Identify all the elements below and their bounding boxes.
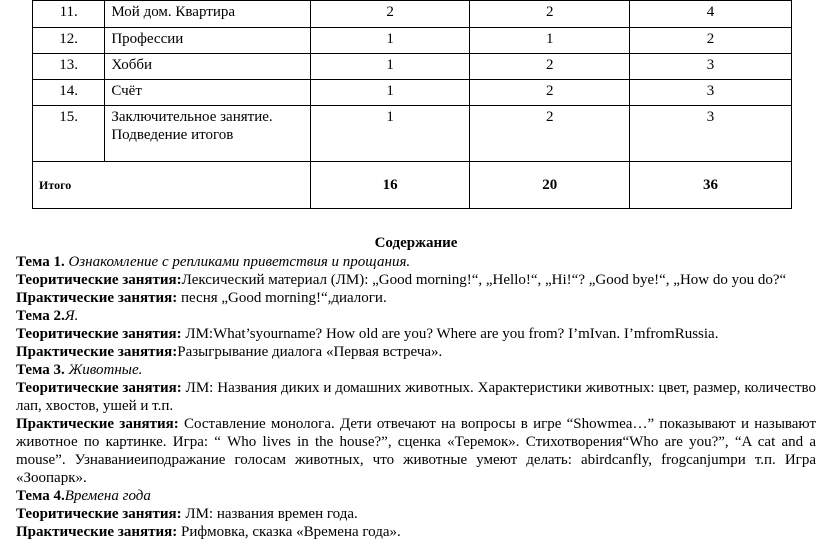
row-value-1: 1 <box>310 28 470 54</box>
content-section <box>16 234 816 541</box>
total-value-1: 16 <box>310 162 470 209</box>
table-row <box>33 28 792 54</box>
table-row <box>33 80 792 106</box>
table-total-row <box>33 162 792 209</box>
theory-label: Теоритические занятия: <box>16 326 182 342</box>
row-number: 14. <box>33 80 105 106</box>
topic-2-title: Я. <box>64 308 79 324</box>
practice-label: Практические занятия: <box>16 416 179 432</box>
topic-2-theory <box>16 325 816 343</box>
topic-2-practice <box>16 343 816 361</box>
topic-3-label: Тема 3. <box>16 362 65 378</box>
topic-4-label: Тема 4. <box>16 488 65 504</box>
topic-1-line <box>16 253 816 271</box>
hours-table <box>32 0 792 209</box>
row-value-1: 2 <box>310 1 470 28</box>
row-value-1: 1 <box>310 106 470 162</box>
practice-text: Разыгрывание диалога «Первая встреча». <box>177 344 443 360</box>
practice-label: Практические занятия: <box>16 290 178 306</box>
row-value-1: 1 <box>310 80 470 106</box>
theory-text: ЛМ:What’syourname? How old are you? Where are you from? I’mIvan. I’mfromRussia. <box>181 326 719 342</box>
section-heading: Содержание <box>374 235 458 251</box>
row-value-1: 1 <box>310 54 470 80</box>
row-value-2: 2 <box>470 1 630 28</box>
table-row <box>33 54 792 80</box>
theory-text: ЛМ: Названия диких и домашних животных. Характеристики животных: цвет, размер, количество лап, хвостов, ушей и т.п. <box>16 380 816 414</box>
row-topic: Счёт <box>105 80 311 106</box>
row-value-3: 4 <box>630 1 792 28</box>
row-number: 15. <box>33 106 105 162</box>
row-value-3: 3 <box>630 80 792 106</box>
topic-1-label: Тема 1. <box>16 254 65 270</box>
total-value-2: 20 <box>470 162 630 209</box>
row-topic: Заключительное занятие. Подведение итогов <box>105 106 311 162</box>
topic-3-line <box>16 361 816 379</box>
topic-2-label: Тема 2. <box>16 308 65 324</box>
theory-label: Теоритические занятия: <box>16 272 182 288</box>
total-label: Итого <box>33 162 311 209</box>
row-number: 12. <box>33 28 105 54</box>
theory-label: Теоритические занятия: <box>16 506 182 522</box>
theory-text: Лексический материал (ЛМ): „Good morning!“, „Hello!“, „Hi!“? „Good bye!“, „How do you do?“ <box>181 272 787 288</box>
topic-4-theory <box>16 505 816 523</box>
row-value-3: 3 <box>630 106 792 162</box>
practice-label: Практические занятия: <box>16 344 178 360</box>
topic-1-practice <box>16 289 816 307</box>
theory-label: Теоритические занятия: <box>16 380 182 396</box>
topic-3-practice <box>16 415 816 487</box>
row-value-2: 2 <box>470 54 630 80</box>
row-topic: Профессии <box>105 28 311 54</box>
topic-4-title: Времена года <box>64 488 151 504</box>
topic-3-title: Животные. <box>64 362 143 378</box>
topic-3-theory <box>16 379 816 415</box>
topic-2-line <box>16 307 816 325</box>
row-value-2: 2 <box>470 80 630 106</box>
total-value-3: 36 <box>630 162 792 209</box>
row-number: 11. <box>33 1 105 28</box>
practice-label: Практические занятия: <box>16 524 178 540</box>
table-row <box>33 1 792 28</box>
practice-text: Рифмовка, сказка «Времена года». <box>177 524 401 540</box>
row-value-2: 2 <box>470 106 630 162</box>
row-number: 13. <box>33 54 105 80</box>
topic-1-title: Ознакомление с репликами приветствия и прощания. <box>68 254 411 270</box>
practice-text: Составление монолога. Дети отвечают на вопросы в игре “Showmea…” показывают и называют животное по картинке. Игра: “ Who lives in the house?”, сценка «Теремок». Стихотворения“Who are you?”, “A cat and a mouse”. Узнаваниеиподражание голосам животных, что животные умеют делать: abirdcanfly, frogcanjumpи т.п. Игра «Зоопарк». <box>16 416 816 486</box>
topic-4-practice <box>16 523 816 541</box>
row-value-3: 2 <box>630 28 792 54</box>
row-value-3: 3 <box>630 54 792 80</box>
theory-text: ЛМ: названия времен года. <box>181 506 358 522</box>
row-topic: Хобби <box>105 54 311 80</box>
topic-1-theory <box>16 271 816 289</box>
practice-text: песня „Good morning!“,диалоги. <box>177 290 387 306</box>
topic-4-line <box>16 487 816 505</box>
row-value-2: 1 <box>470 28 630 54</box>
row-topic: Мой дом. Квартира <box>105 1 311 28</box>
table-row <box>33 106 792 162</box>
